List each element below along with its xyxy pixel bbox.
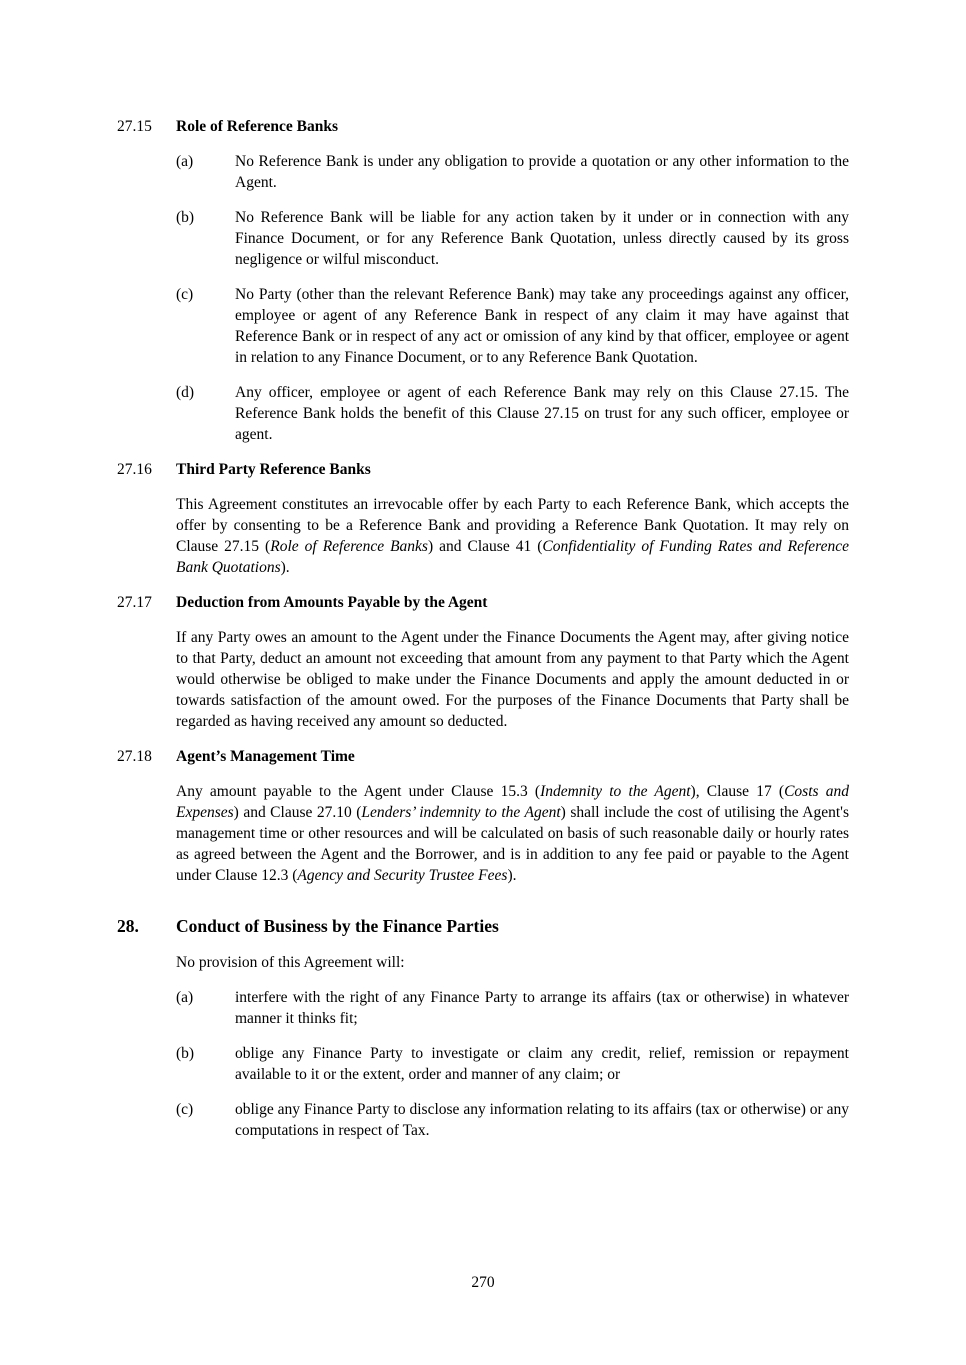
list-item-label: (c) [176, 1101, 194, 1118]
clause-heading: Third Party Reference Banks [176, 461, 371, 478]
list-item-text: No Reference Bank is under any obligation to provide a quotation or any other information to the Agent. [235, 153, 849, 191]
clause-heading: Agent’s Management Time [176, 748, 355, 765]
list-item-label: (d) [176, 384, 195, 401]
list-item [176, 1099, 849, 1141]
list-item [176, 382, 849, 445]
section-27-15 [117, 116, 849, 445]
list-item [176, 151, 849, 193]
list-item-text: interfere with the right of any Finance Party to arrange its affairs (tax or otherwise) in whatever manner it thinks fit; [235, 989, 849, 1027]
clause-number: 27.16 [117, 461, 152, 478]
clause-heading: Conduct of Business by the Finance Parties [176, 916, 499, 936]
list-item [176, 987, 849, 1029]
clause-intro: No provision of this Agreement will: [176, 954, 405, 971]
list-item-label: (a) [176, 989, 194, 1006]
list-item-label: (b) [176, 209, 195, 226]
list-item-label: (b) [176, 1045, 195, 1062]
clause-heading: Deduction from Amounts Payable by the Agent [176, 594, 488, 611]
clause-number: 27.15 [117, 118, 152, 135]
list-item-text: No Reference Bank will be liable for any action taken by it under or in connection with any Finance Document, or for any Reference Bank Quotation, unless directly caused by its gross negligence or wilful misconduct. [235, 209, 849, 268]
list-item [176, 1043, 849, 1085]
clause-number: 27.17 [117, 594, 152, 611]
list-item-text: oblige any Finance Party to disclose any information relating to its affairs (tax or otherwise) or any computations in respect of Tax. [235, 1101, 849, 1139]
clause-number: 28. [117, 916, 139, 936]
section-28 [117, 914, 849, 1141]
list-item [176, 207, 849, 270]
clause-number: 27.18 [117, 748, 152, 765]
list-item [176, 284, 849, 368]
clause-paragraph: If any Party owes an amount to the Agent under the Finance Documents the Agent may, after giving notice to that Party, deduct an amount not exceeding that amount from any payment to that Party which the Agent would otherwise be obliged to make under the Finance Documents and apply the amount deducted in or towards satisfaction of the amount owed. For the purposes of the Finance Documents that Party shall be regarded as having received any amount so deducted. [176, 629, 849, 730]
list-item-label: (c) [176, 286, 194, 303]
list-item-text: oblige any Finance Party to investigate or claim any credit, relief, remission or repayment available to it or the extent, order and manner of any claim; or [235, 1045, 849, 1083]
clause-heading: Role of Reference Banks [176, 118, 339, 135]
list-item-text: No Party (other than the relevant Reference Bank) may take any proceedings against any officer, employee or agent of any Reference Bank in respect of any claim it may have against that Reference Bank or in respect of any act or omission of any kind by that officer, employee or agent in relation to any Finance Document, or to any Reference Bank Quotation. [235, 286, 849, 366]
page-number: 270 [471, 1274, 495, 1291]
section-27-16 [117, 459, 849, 578]
clause-paragraph: Any amount payable to the Agent under Clause 15.3 (Indemnity to the Agent), Clause 17 (Costs and Expenses) and Clause 27.10 (Lenders’ indemnity to the Agent) shall include the cost of utilising the Agent's management time or other resources and will be calculated on basis of such reasonable daily or hourly rates as agreed between the Agent and the Borrower, and is in addition to any fee paid or payable to the Agent under Clause 12.3 (Agency and Security Trustee Fees). [176, 783, 849, 884]
list-item-label: (a) [176, 153, 194, 170]
section-27-17 [117, 592, 849, 732]
section-27-18 [117, 746, 849, 886]
list-item-text: Any officer, employee or agent of each Reference Bank may rely on this Clause 27.15. The Reference Bank holds the benefit of this Clause 27.15 on trust for any such officer, employee or agent. [235, 384, 849, 443]
clause-paragraph: This Agreement constitutes an irrevocable offer by each Party to each Reference Bank, which accepts the offer by consenting to be a Reference Bank and providing a Reference Bank Quotation. It may rely on Clause 27.15 (Role of Reference Banks) and Clause 41 (Confidentiality of Funding Rates and Reference Bank Quotations). [176, 496, 849, 576]
